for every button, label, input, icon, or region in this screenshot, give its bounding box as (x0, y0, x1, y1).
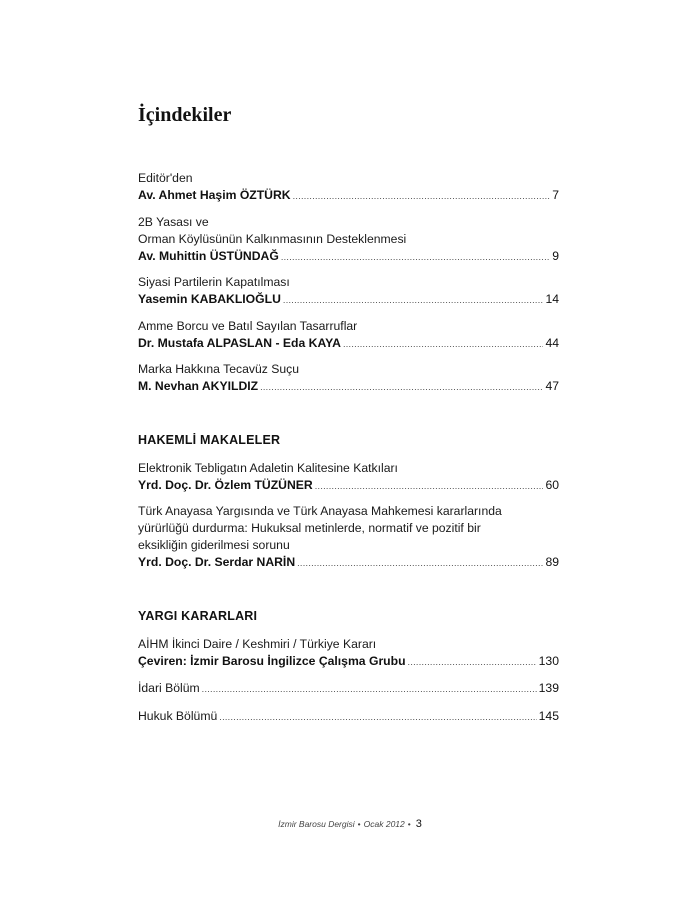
entry-page-number: 139 (538, 681, 559, 695)
toc-entry[interactable] (138, 361, 559, 396)
entry-title: eksikliğin giderilmesi sorunu (138, 538, 290, 552)
entry-page-number: 60 (545, 478, 559, 492)
entry-title: Siyasi Partilerin Kapatılması (138, 275, 290, 289)
dot-leader (293, 188, 551, 205)
entry-author: Dr. Mustafa ALPASLAN - Eda KAYA (138, 336, 341, 350)
dot-leader (408, 654, 537, 671)
dot-leader (219, 709, 536, 726)
entry-author: Av. Ahmet Haşim ÖZTÜRK (138, 188, 291, 202)
footer-journal: İzmir Barosu Dergisi (278, 819, 355, 829)
entry-title: 2B Yasası ve (138, 215, 209, 229)
dot-leader (297, 555, 543, 572)
entry-author: Yrd. Doç. Dr. Serdar NARİN (138, 555, 296, 569)
entry-title: Editör'den (138, 171, 193, 185)
page-footer (0, 818, 700, 830)
entry-author: Yrd. Doç. Dr. Özlem TÜZÜNER (138, 478, 313, 492)
toc-entry[interactable] (138, 170, 559, 205)
toc-entry[interactable] (138, 214, 559, 266)
entry-page-number: 145 (538, 709, 559, 723)
entry-title: yürürlüğü durdurma: Hukuksal metinlerde, normatif ve pozitif bir (138, 521, 481, 535)
entry-title: AİHM İkinci Daire / Keshmiri / Türkiye Kararı (138, 637, 377, 651)
entry-title: Türk Anayasa Yargısında ve Türk Anayasa Mahkemesi kararlarında (138, 504, 502, 518)
entry-page-number: 14 (545, 292, 559, 306)
entry-title: Marka Hakkına Tecavüz Suçu (138, 362, 299, 376)
entry-title: Amme Borcu ve Batıl Sayılan Tasarruflar (138, 319, 358, 333)
footer-separator: • (357, 819, 361, 829)
dot-leader (315, 478, 544, 495)
dot-leader (283, 292, 544, 309)
entry-title: İdari Bölüm (138, 681, 200, 695)
entry-title: Elektronik Tebligatın Adaletin Kalitesine Katkıları (138, 461, 398, 475)
entry-page-number: 130 (538, 654, 559, 668)
dot-leader (202, 681, 537, 698)
toc-entry[interactable] (138, 708, 559, 726)
page-title: İçindekiler (138, 104, 232, 126)
entry-title: Orman Köylüsünün Kalkınmasının Desteklenmesi (138, 232, 407, 246)
entry-page-number: 89 (545, 555, 559, 569)
entry-author: Av. Muhittin ÜSTÜNDAĞ (138, 249, 279, 263)
toc-entry[interactable] (138, 460, 559, 495)
toc-entry[interactable] (138, 503, 559, 572)
entry-author: Yasemin KABAKLIOĞLU (138, 292, 281, 306)
dot-leader (260, 379, 543, 396)
toc-entry[interactable] (138, 318, 559, 353)
entry-author: Çeviren: İzmir Barosu İngilizce Çalışma Grubu (138, 654, 406, 668)
entry-page-number: 44 (545, 336, 559, 350)
toc-entry[interactable] (138, 680, 559, 698)
entry-title: Hukuk Bölümü (138, 709, 218, 723)
toc-entry[interactable] (138, 274, 559, 309)
entry-page-number: 9 (552, 249, 559, 263)
toc-entry[interactable] (138, 636, 559, 671)
footer-date: Ocak 2012 (363, 819, 405, 829)
entry-page-number: 47 (545, 379, 559, 393)
dot-leader (281, 249, 550, 266)
section-heading-hakemli: HAKEMLİ MAKALELER (138, 433, 281, 447)
entry-page-number: 7 (552, 188, 559, 202)
footer-separator: • (407, 819, 411, 829)
dot-leader (343, 336, 544, 353)
entry-author: M. Nevhan AKYILDIZ (138, 379, 259, 393)
footer-page-number: 3 (415, 818, 422, 830)
section-heading-yargi: YARGI KARARLARI (138, 609, 258, 623)
